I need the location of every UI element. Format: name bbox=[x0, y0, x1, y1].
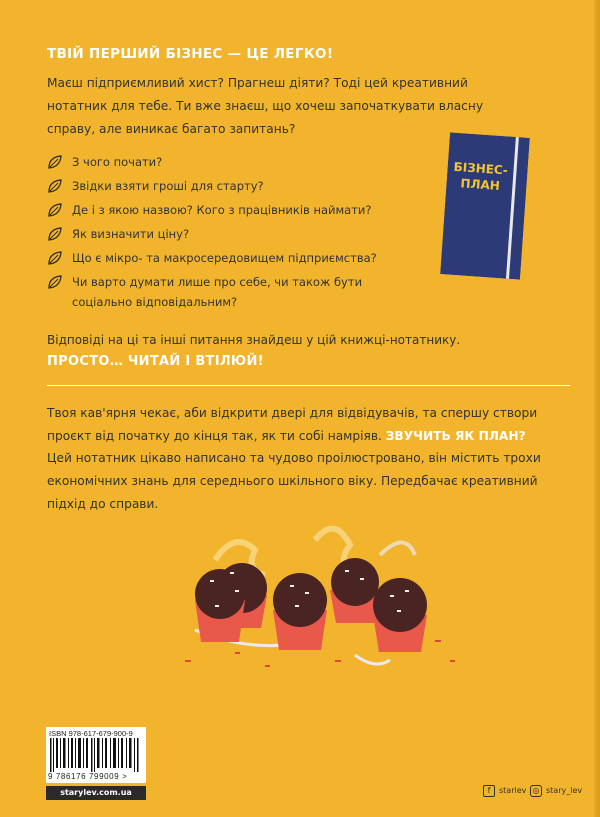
instagram-handle[interactable] bbox=[530, 784, 582, 798]
paragraph-cafe-text: Твоя кав'ярня чекає, аби відкрити двері для відвідувачів, та спершу створи проєкт від початку до кінця так, як ти собі намріяв. bbox=[47, 406, 538, 443]
question-item bbox=[47, 272, 397, 312]
question-text: Як визначити ціну? bbox=[72, 227, 190, 241]
barcode-icon bbox=[50, 738, 142, 772]
question-list bbox=[47, 152, 397, 316]
question-item bbox=[47, 200, 397, 220]
facebook-icon: f bbox=[483, 785, 495, 797]
ribbon bbox=[355, 655, 390, 664]
instagram-icon: ◎ bbox=[530, 785, 542, 797]
book-label-line2: ПЛАН bbox=[460, 176, 501, 193]
paragraph-description: Цей нотатник цікаво написано та чудово проілюстровано, він містить трохи економічних знань для середнього шкільного віку. Передбачає креативний підхід до справи. bbox=[47, 451, 541, 511]
paragraph-cafe-highlight: ЗВУЧИТЬ ЯК ПЛАН? bbox=[385, 429, 526, 443]
question-text: Чи варто думати лише про себе, чи також бути соціально відповідальним? bbox=[72, 275, 363, 309]
question-item bbox=[47, 224, 397, 244]
divider-line bbox=[47, 385, 570, 386]
facebook-handle[interactable] bbox=[483, 784, 526, 798]
question-text: Що є мікро- та макросередовищем підприємства? bbox=[72, 251, 377, 265]
question-text: Звідки взяти гроші для старту? bbox=[72, 179, 264, 193]
leaf-bullet-icon bbox=[47, 154, 63, 170]
question-item bbox=[47, 248, 397, 268]
cupcake bbox=[195, 569, 245, 642]
cupcake bbox=[273, 573, 327, 650]
steam-swirl bbox=[380, 543, 415, 556]
leaf-bullet-icon bbox=[47, 274, 63, 290]
barcode-number: 9 786176 799009 > bbox=[48, 772, 128, 781]
leaf-bullet-icon bbox=[47, 250, 63, 266]
business-plan-book bbox=[440, 132, 530, 279]
isbn-text: ISBN 978-617-679-900-9 bbox=[49, 729, 133, 738]
cupcakes-illustration bbox=[175, 520, 475, 680]
answer-text: Відповіді на ці та інші питання знайдеш у цій книжці-нотатнику. bbox=[47, 333, 461, 347]
website-label[interactable]: starylev.com.ua bbox=[46, 786, 146, 800]
page-edge bbox=[594, 0, 600, 817]
question-text: Де і з якою назвою? Кого з працівників наймати? bbox=[72, 203, 372, 217]
intro-text: Маєш підприємливий хист? Прагнеш діяти? Тоді цей креативний нотатник для тебе. Ти вже знаєш, що хочеш започаткувати власну справу, але виникає багато запитань? bbox=[47, 76, 484, 136]
leaf-bullet-icon bbox=[47, 226, 63, 242]
paragraph-cafe bbox=[47, 402, 547, 448]
cta-text: ПРОСТО… ЧИТАЙ І ВТІЛЮЙ! bbox=[47, 354, 264, 369]
leaf-bullet-icon bbox=[47, 178, 63, 194]
book-label-line1: БІЗНЕС- bbox=[453, 159, 509, 178]
cupcake bbox=[330, 558, 380, 623]
leaf-bullet-icon bbox=[47, 202, 63, 218]
question-text: З чого почати? bbox=[72, 155, 163, 169]
facebook-handle-text: starlev bbox=[499, 786, 527, 795]
instagram-handle-text: stary_lev bbox=[546, 786, 583, 795]
cupcake bbox=[373, 578, 427, 652]
headline: ТВІЙ ПЕРШИЙ БІЗНЕС — ЦЕ ЛЕГКО! bbox=[47, 46, 334, 62]
question-item bbox=[47, 176, 397, 196]
isbn-barcode bbox=[46, 727, 146, 783]
question-item bbox=[47, 152, 397, 172]
